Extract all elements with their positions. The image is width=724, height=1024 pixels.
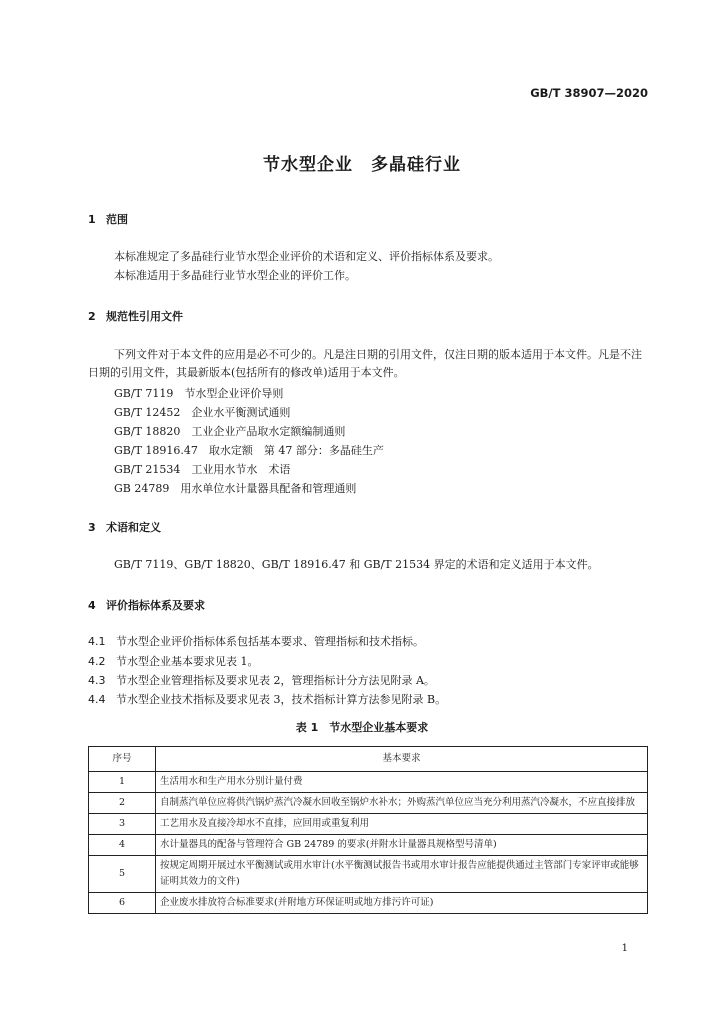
subclause-text: 节水型企业技术指标及要求见表 3，技术指标计算方法参见附录 B。 bbox=[116, 693, 447, 706]
subclause-item bbox=[88, 671, 435, 690]
section-4-heading bbox=[88, 597, 205, 613]
subclause-number: 4.2 bbox=[88, 655, 106, 668]
column-header-no: 序号 bbox=[89, 747, 156, 772]
row-number: 4 bbox=[89, 835, 156, 856]
subclause-item bbox=[88, 632, 424, 651]
row-requirement: 工艺用水及直接冷却水不直排，应回用或重复利用 bbox=[156, 814, 648, 835]
document-title: 节水型企业 多晶硅行业 bbox=[263, 155, 461, 175]
row-requirement: 自制蒸汽单位应将供汽锅炉蒸汽冷凝水回收至锅炉水补水；外购蒸汽单位应当充分利用蒸汽冷凝水，不应直接排放 bbox=[156, 793, 648, 814]
subclause-item bbox=[88, 652, 259, 671]
section-2-heading bbox=[88, 308, 183, 324]
table-row bbox=[89, 835, 648, 856]
row-number: 1 bbox=[89, 772, 156, 793]
subclause-text: 节水型企业评价指标体系包括基本要求、管理指标和技术指标。 bbox=[116, 635, 424, 648]
row-number: 6 bbox=[89, 893, 156, 914]
section-title: 术语和定义 bbox=[106, 521, 161, 534]
row-number: 5 bbox=[89, 856, 156, 893]
section-title: 评价指标体系及要求 bbox=[106, 599, 205, 612]
row-number: 3 bbox=[89, 814, 156, 835]
paragraph: 本标准适用于多晶硅行业节水型企业的评价工作。 bbox=[114, 269, 356, 282]
reference-item: GB 24789 用水单位水计量器具配备和管理通则 bbox=[114, 482, 357, 495]
paragraph: 本标准规定了多晶硅行业节水型企业评价的术语和定义、评价指标体系及要求。 bbox=[114, 250, 499, 263]
section-number: 4 bbox=[88, 599, 96, 612]
reference-item: GB/T 21534 工业用水节水 术语 bbox=[114, 463, 291, 476]
subclause-number: 4.3 bbox=[88, 674, 106, 687]
reference-item: GB/T 18916.47 取水定额 第 47 部分：多晶硅生产 bbox=[114, 444, 384, 457]
standard-code: GB/T 38907—2020 bbox=[530, 86, 648, 100]
reference-item: GB/T 18820 工业企业产品取水定额编制通则 bbox=[114, 425, 346, 438]
section-title: 规范性引用文件 bbox=[106, 310, 183, 323]
row-requirement: 水计量器具的配备与管理符合 GB 24789 的要求(并附水计量器具规格型号清单) bbox=[156, 835, 648, 856]
section-3-heading bbox=[88, 519, 161, 535]
section-number: 2 bbox=[88, 310, 96, 323]
reference-item: GB/T 12452 企业水平衡测试通则 bbox=[114, 406, 291, 419]
section-1-heading bbox=[88, 211, 128, 227]
table-header-row bbox=[89, 747, 648, 772]
table-row bbox=[89, 856, 648, 893]
requirements-table bbox=[88, 746, 648, 914]
table-row bbox=[89, 793, 648, 814]
subclause-item bbox=[88, 690, 446, 709]
column-header-requirement: 基本要求 bbox=[156, 747, 648, 772]
section-number: 1 bbox=[88, 213, 96, 226]
row-number: 2 bbox=[89, 793, 156, 814]
table-row bbox=[89, 814, 648, 835]
subclause-text: 节水型企业管理指标及要求见表 2，管理指标计分方法见附录 A。 bbox=[116, 674, 435, 687]
intro-paragraph: 下列文件对于本文件的应用是必不可少的。凡是注日期的引用文件，仅注日期的版本适用于本文件。凡是不注日期的引用文件，其最新版本(包括所有的修改单)适用于本文件。 bbox=[88, 348, 642, 379]
table-title: 表 1 节水型企业基本要求 bbox=[295, 721, 429, 734]
table-row bbox=[89, 772, 648, 793]
page-number: 1 bbox=[621, 943, 628, 954]
table-row bbox=[89, 893, 648, 914]
subclause-number: 4.1 bbox=[88, 635, 106, 648]
row-requirement: 按规定周期开展过水平衡测试或用水审计(水平衡测试报告书或用水审计报告应能提供通过主管部门专家评审或能够证明其效力的文件) bbox=[156, 856, 648, 893]
row-requirement: 生活用水和生产用水分别计量付费 bbox=[156, 772, 648, 793]
subclause-number: 4.4 bbox=[88, 693, 106, 706]
section-title: 范围 bbox=[106, 213, 128, 226]
subclause-text: 节水型企业基本要求见表 1。 bbox=[116, 655, 259, 668]
section-number: 3 bbox=[88, 521, 96, 534]
row-requirement: 企业废水排放符合标准要求(并附地方环保证明或地方排污许可证) bbox=[156, 893, 648, 914]
reference-item: GB/T 7119 节水型企业评价导则 bbox=[114, 387, 284, 400]
paragraph: GB/T 7119、GB/T 18820、GB/T 18916.47 和 GB/T 21534 界定的术语和定义适用于本文件。 bbox=[114, 558, 599, 571]
